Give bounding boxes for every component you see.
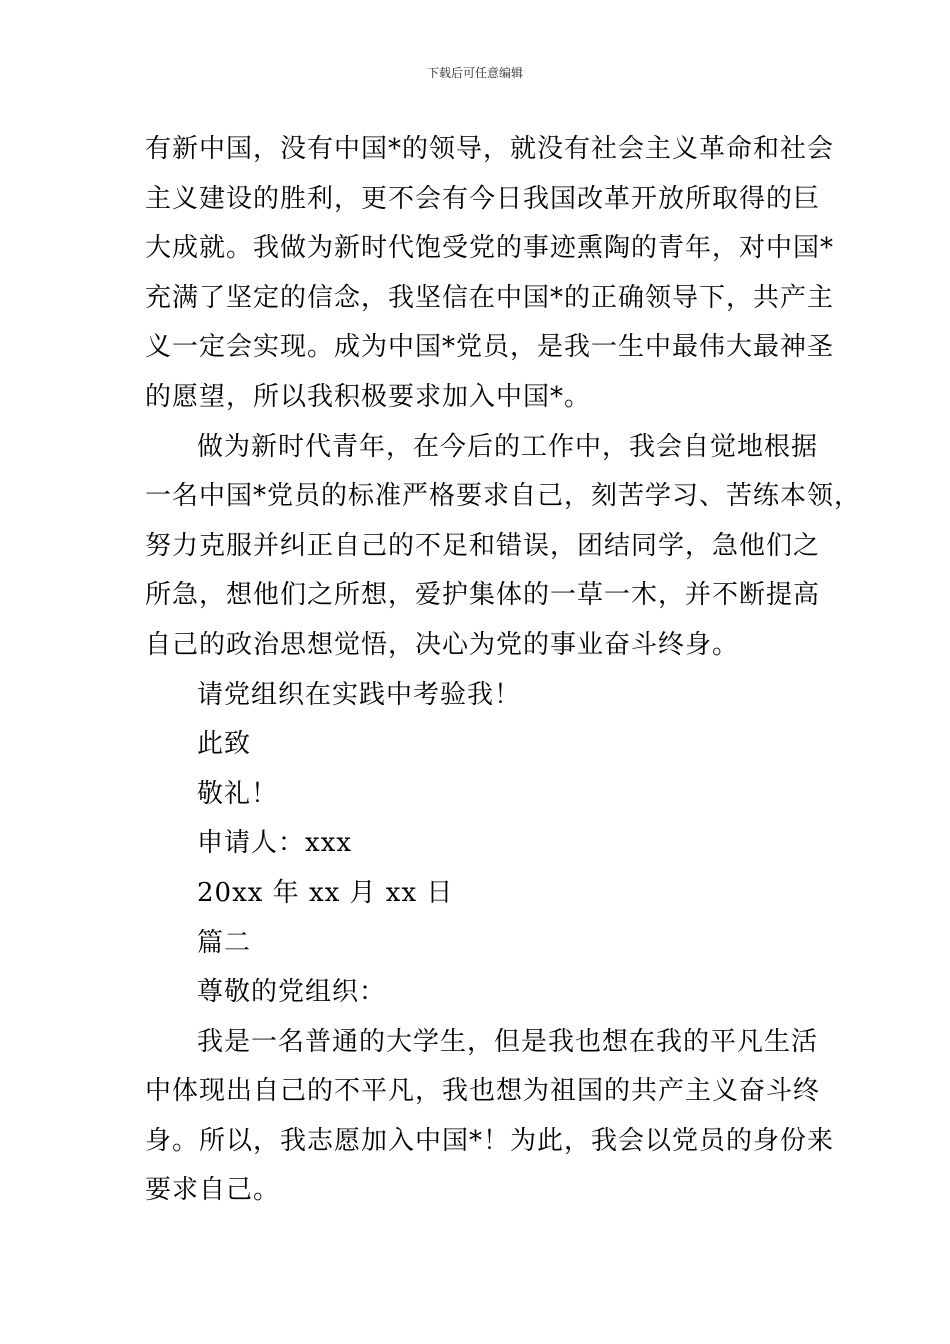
greeting: 尊敬的党组织： [197,977,387,1008]
page-header: 下载后可任意编辑 [426,66,523,80]
text-line: 身。所以，我志愿加入中国*！为此，我会以党员的身份来 [145,1125,835,1156]
applicant-signature: 申请人：xxx [197,828,352,859]
text-line: 主义建设的胜利，更不会有今日我国改革开放所取得的巨 [145,183,821,214]
text-line: 义一定会实现。成为中国*党员，是我一生中最伟大最神圣 [145,332,835,363]
text-line: 的愿望，所以我积极要求加入中国*。 [145,381,592,412]
text-line: 要求自己。 [145,1175,281,1206]
document-body [145,125,862,1216]
text-line: 中体现出自己的不平凡，我也想为祖国的共产主义奋斗终 [145,1076,821,1107]
text-line: 有新中国，没有中国*的领导，就没有社会主义革命和社会 [145,134,835,164]
text-line: 努力克服并纠正自己的不足和错误，团结同学，急他们之 [145,530,821,561]
salutation: 此致 [197,729,252,760]
section-heading: 篇二 [197,927,252,958]
paragraph-start: 做为新时代青年，在今后的工作中，我会自觉地根据 [197,431,819,462]
salutation-regards: 敬礼！ [197,778,279,809]
text-line: 所急，想他们之所想，爱护集体的一草一木，并不断提高 [145,580,821,611]
closing-request: 请党组织在实践中考验我！ [197,679,522,710]
date-line: 20xx 年 xx 月 xx 日 [197,877,454,908]
paragraph-start: 我是一名普通的大学生，但是我也想在我的平凡生活 [197,1026,819,1057]
text-line: 大成就。我做为新时代饱受党的事迹熏陶的青年，对中国* [145,233,835,264]
text-line: 一名中国*党员的标准严格要求自己，刻苦学习、苦练本领， [145,481,862,512]
text-line: 自己的政治思想觉悟，决心为党的事业奋斗终身。 [145,629,740,660]
text-line: 充满了坚定的信念，我坚信在中国*的正确领导下，共产主 [145,282,835,313]
